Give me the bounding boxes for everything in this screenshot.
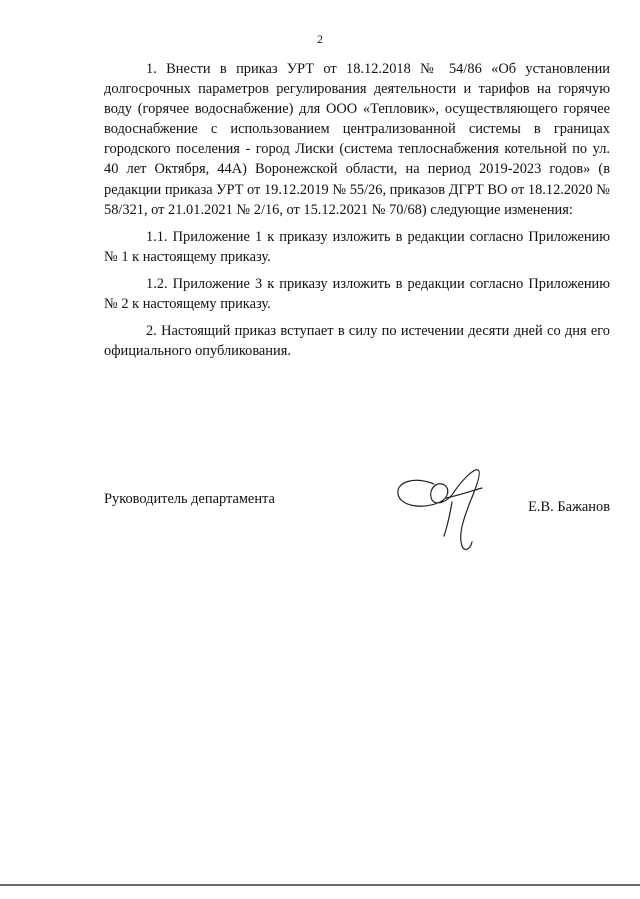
page-number: 2 <box>317 32 323 46</box>
paragraph-amendments: 1. Внести в приказ УРТ от 18.12.2018 № 54/86 «Об установлении долгосрочных параметров регулирования деятельности и тарифов на горячую воду (горячее водоснабжение) для ООО «Тепловик», осуществляющего горячее водоснабжение с использованием централизованной системы в границах городского поселения - город Лиски (система теплоснабжения котельной по ул. 40 лет Октября, 44А) Воронежской области, на период 2019-2023 годов» (в редакции приказа УРТ от 19.12.2019 № 55/26, приказов ДГРТ ВО от 18.12.2020 № 58/321, от 21.01.2021 № 2/16, от 15.12.2021 № 70/68) следующие изменения: <box>104 61 610 218</box>
signatory-name: Е.В. Бажанов <box>528 499 610 515</box>
order-body <box>104 59 610 361</box>
page-bottom-edge <box>0 884 640 886</box>
signatory-role: Руководитель департамента <box>104 491 275 507</box>
paragraph-effective-date: 2. Настоящий приказ вступает в силу по истечении десяти дней со дня его официального опубликования. <box>104 323 610 360</box>
paragraph-appendix-3: 1.2. Приложение 3 к приказу изложить в редакции согласно Приложению № 2 к настоящему приказу. <box>104 275 610 313</box>
handwritten-signature-icon <box>392 462 497 554</box>
signature-block <box>104 462 610 562</box>
paragraph-appendix-1: 1.1. Приложение 1 к приказу изложить в редакции согласно Приложению № 1 к настоящему приказу. <box>104 228 610 265</box>
